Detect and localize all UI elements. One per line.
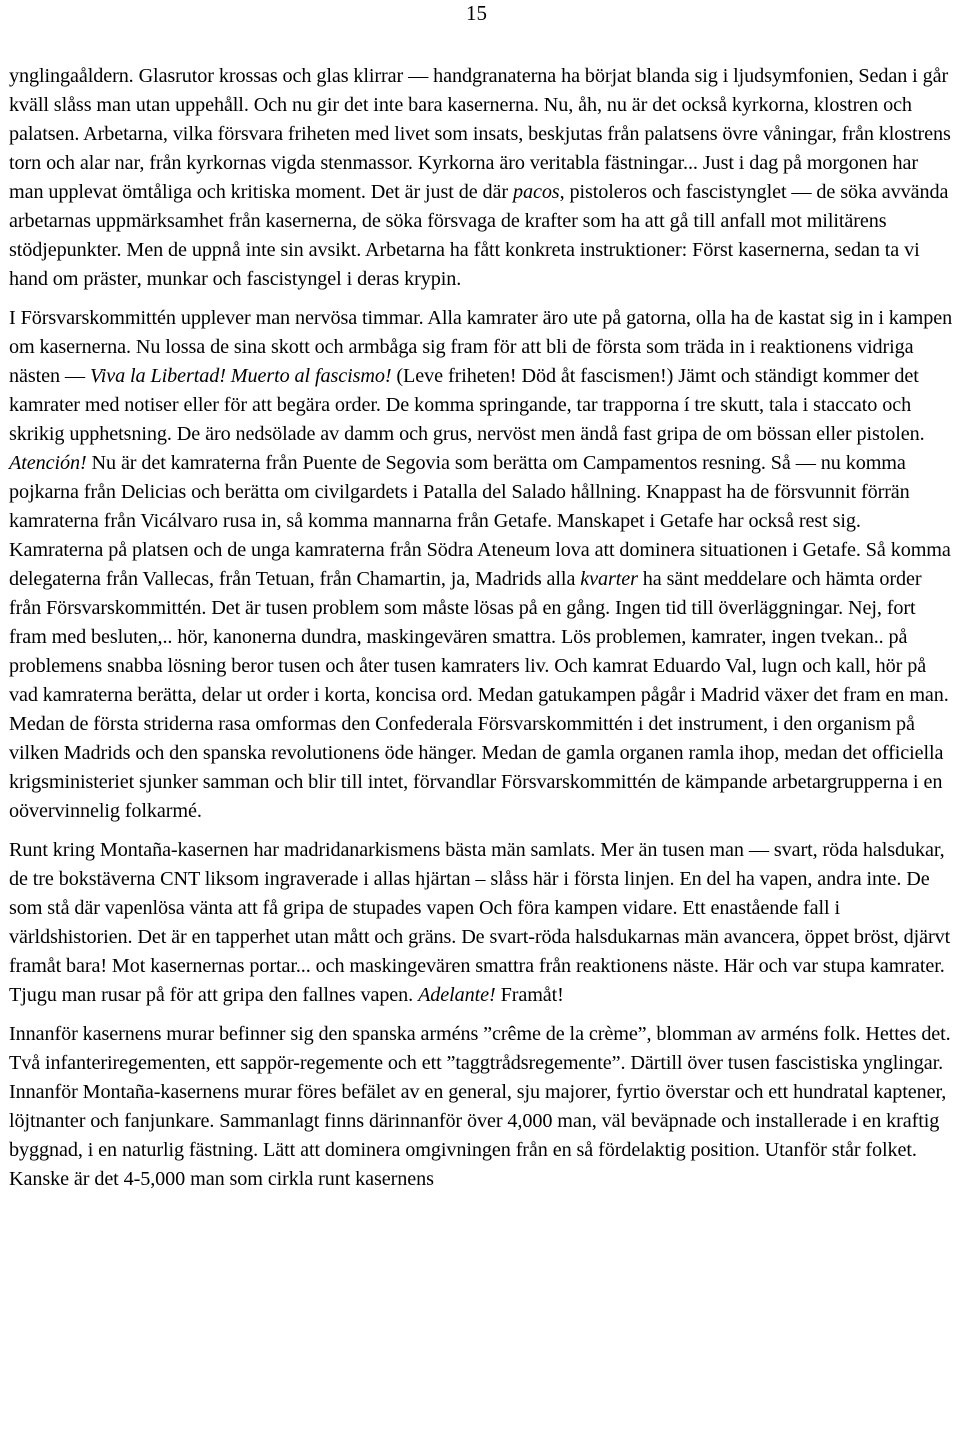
text-run: (Leve friheten! Död åt fascismen!) Jämt och ständigt kommer det kamrater med notiser eller för att begära order. De komma springande, tar trapporna í tre skutt, tala i staccato och skrikig upphetsning. De äro nedsölade av damm och grus, nervöst men ändå fast gripa de om bössan eller pistolen. [9, 365, 925, 445]
text-run: Runt kring Montaña-kasernen har madridanarkismens bästa män samlats. Mer än tusen man — svart, röda halsdukar, de tre bokstäverna CNT liksom ingraverade i allas hjärtan – slåss här i första linjen. En del ha vapen, andra inte. De som stå där vapenlösa vänta att få gripa de stupades vapen Och föra kampen vidare. Ett enastående fall i världshistorien. Det är en tapperhet utan mått och gräns. De svart-röda halsdukarnas män avancera, öppet bröst, djärvt framåt bara! Mot kasernernas portar... och maskingevären smattra från reaktionens näste. Här och var stupa kamrater. Tjugu man rusar på för att gripa den fallnes vapen. [9, 839, 951, 1006]
text-run: Innanför kasernens murar befinner sig den spanska arméns ”crême de la crème”, blomman av arméns folk. Hettes det. Två infanteriregementen, ett sappör-regemente och ett ”taggtrådsregemente”. Därtill över tusen fascistiska ynglingar. Innanför Montaña-kasernens murar föres befälet av en general, sju majorer, fyrtio överstar och ett hundratal kaptener, löjtnanter och fanjunkare. Sammanlagt finns därinnanför över 4,000 man, väl beväpnade och installerade i en kraftig byggnad, i en naturlig fästning. Lätt att dominera omgivningen från en så fördelaktig position. Utanför står folket. Kanske är det 4-5,000 man som cirkla runt kasernens [9, 1023, 951, 1190]
text-run: , pistoleros och fascistynglet — de söka avvända arbetarnas uppmärksamhet från kasernerna, de söka försvaga de krafter som ha att gå till anfall mot militärens stödjepunkter. Men de uppnå inte sin avsikt. Arbetarna ha fått konkreta instruktioner: Först kasernerna, sedan ta vi hand om präster, munkar och fascistyngel i deras krypin. [9, 181, 949, 290]
italic-text: Viva la Libertad! Muerto al fascismo! [89, 365, 392, 387]
italic-text: kvarter [580, 568, 638, 590]
italic-text: Atención! [9, 452, 87, 474]
text-run: ynglingaåldern. Glasrutor krossas och glas klirrar — handgranaterna ha börjat blanda sig i ljudsymfonien, Sedan i går kväll slåss man utan uppehåll. Och nu gir det inte bara kasernerna. Nu, åh, nu är det också kyrkorna, klostren och palatsen. Arbetarna, vilka försvara friheten med livet som insats, beskjutas från palatsens övre våningar, från klostrens torn och alar nar, från kyrkornas vigda stenmassor. Kyrkorna äro veritabla fästningar... Just i dag på morgonen har man upplevat ömtåliga och kritiska moment. Det är just de där [9, 65, 951, 203]
paragraph [9, 62, 955, 294]
text-run: Nu är det kamraterna från Puente de Segovia som berätta om Campamentos resning. Så — nu komma pojkarna från Delicias och berätta om civilgardets i Patalla del Salado hållning. Knappast ha de försvunnit förrän kamraterna från Vicálvaro rusa in, så komma mannarna från Getafe. Manskapet i Getafe har också rest sig. Kamraterna på platsen och de unga kamraterna från Södra Ateneum lova att dominera situationen i Getafe. Så komma delegaterna från Vallecas, från Tetuan, från Chamartin, ja, Madrids alla [9, 452, 951, 590]
italic-text: pacos [512, 181, 560, 203]
paragraph [9, 836, 955, 1010]
text-run: Framåt! [495, 984, 564, 1006]
body-text [9, 62, 955, 1204]
paragraph [9, 304, 955, 826]
paragraph [9, 1020, 955, 1194]
text-run: I Försvarskommittén upplever man nervösa timmar. Alla kamrater äro ute på gatorna, olla ha de kastat sig in i kampen om kasernerna. Nu lossa de sina skott och armbåga sig fram för att bli de första som träda in i reaktionens vidriga nästen — [9, 307, 953, 387]
text-run: ha sänt meddelare och hämta order från Försvarskommittén. Det är tusen problem som måste lösas på en gång. Ingen tid till överläggningar. Nej, fort fram med besluten,.. hör, kanonerna dundra, maskingevären smattra. Lös problemen, kamrater, ingen tvekan.. på problemens snabba lösning beror tusen och åter tusen kamraters liv. Och kamrat Eduardo Val, lugn och kall, hör på vad kamraterna berätta, delar ut order i korta, koncisa ord. Medan gatukampen pågår i Madrid växer det fram en man. Medan de första striderna rasa omformas den Confederala Försvarskommittén i det instrument, i den organism på vilken Madrids och den spanska revolutionens öde hänger. Medan de gamla organen ramla ihop, medan det officiella krigsministeriet sjunker samman och blir till intet, förvandlar Försvarskommittén de kämpande arbetargrupperna i en oövervinnelig folkarmé. [9, 568, 949, 822]
page-number: 15 [466, 1, 487, 25]
italic-text: Adelante! [418, 984, 496, 1006]
